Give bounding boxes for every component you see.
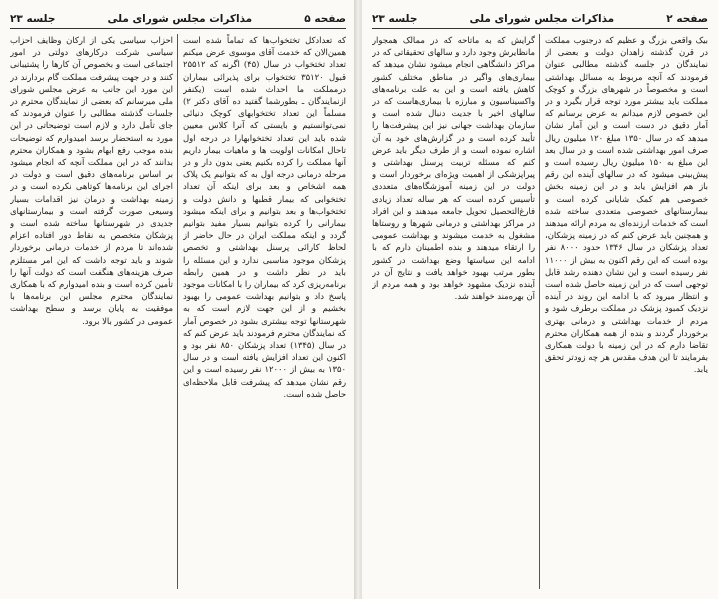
left-page-left-column-text: احزاب سیاسی یکی از ارکان وظایف احزاب سیاسی شرکت درکارهای دولتی در امور اجتماعی است و بخصوص آن کارها را پشتیبانی کنند و در جهت پیشرفت مملکت گام بردارند در این مورد این جانب به عرض مجلس شورای ملی میرسانم که بعضی از نمایندگان محترم در جلسات گذشته مطالبی را عنوان فرمودند که جای تأمل دارد و لازم است توضیحاتی در این مورد به استحضار برسد امیدوارم که توضیحات بنده موجب رفع ابهام بشود و همکاران محترم بدانند که در این مملکت آنچه که انجام میشود بر اساس برنامه‌های دقیق است و دولت در اجرای این برنامه‌ها کوتاهی نکرده است و در زمینه بهداشت و درمان نیز اقدامات بسیار وسیعی صورت گرفته است و بیمارستانهای جدیدی در شهرستانها ساخته شده است و پزشکان متخصص به نقاط دور افتاده اعزام شده‌اند تا مردم از خدمات درمانی برخوردار شوند و باید توجه داشت که این امر مستلزم صرف هزینه‌های هنگفت است که دولت آنها را تأمین کرده است و بنده امیدوارم که با همکاری نمایندگان محترم مجلس این برنامه‌ها با موفقیت به پایان برسد و سطح بهداشت عمومی در کشور بالا برود. <box>10 35 173 326</box>
left-page-right-column <box>183 34 346 589</box>
left-page-header <box>10 10 346 29</box>
right-page-column-divider <box>539 34 540 589</box>
left-page <box>0 0 356 599</box>
right-page-title: مذاکرات مجلس شورای ملی <box>469 13 615 25</box>
left-page-title: مذاکرات مجلس شورای ملی <box>107 13 253 25</box>
left-page-column-divider <box>177 34 178 589</box>
left-page-label: صفحه ۵ <box>304 13 346 25</box>
right-page-right-column-text: بیک واقعی بزرگ و عظیم که درجنوب مملکت در قرن گذشته زاهدان دولت و بعضی از نمایندگان در جلسه گذشته مطالبی عنوان فرمودند که آنچه مربوط به مسائل بهداشتی است و مخصوصاً در شهرهای بزرگ و کوچک مملکت باید بیشتر مورد توجه قرار بگیرد و در این خصوص لازم میدانم به عرض برسانم که آمار دقیق در دست است و این آمار نشان میدهد که در سال ۱۳۵۰ مبلغ ۱۲۰ میلیون ریال صرف امور بهداشتی شده است و در سال بعد این مبلغ به ۱۵۰ میلیون ریال رسیده است و پیش‌بینی میشود که در سالهای آینده این رقم باز هم افزایش یابد و در این زمینه بخش خصوصی هم کمک شایانی کرده است و بیمارستانهای خصوصی متعددی ساخته شده است که خدمات ارزنده‌ای به مردم ارائه میدهند و همچنین باید عرض کنم که در زمینه پزشکان، تعداد پزشکان در سال ۱۳۴۶ حدود ۸۰۰۰ نفر بوده است که این رقم اکنون به بیش از ۱۱۰۰۰ نفر رسیده است و این نشان دهنده رشد قابل توجهی است که در این زمینه حاصل شده است و انتظار میرود که با ادامه این روند در آینده نزدیک کمبود پزشک در مملکت برطرف شود و مردم از خدمات بهداشتی و درمانی بهتری برخوردار گردند و بنده از همه همکاران محترم تقاضا دارم که در این زمینه با دولت همکاری بفرمایند تا این هدف مقدس هر چه زودتر تحقق یابد. <box>545 35 708 375</box>
right-page <box>362 0 718 599</box>
right-page-right-column <box>545 34 708 589</box>
right-page-left-column <box>372 34 535 589</box>
left-page-session: جلسه ۲۳ <box>10 13 56 25</box>
left-page-left-column <box>10 34 173 589</box>
right-page-session: جلسه ۲۳ <box>372 13 418 25</box>
right-page-header <box>372 10 708 29</box>
left-page-right-column-text: که تعدادکل تختخواب‌ها که تماماً شده است همین‌الان که خدمت آقای موسوی عرض میکنم تعداد تختخواب در سال (۴۵) اگرنه که ۲۵۵۱۲ قبول ۳۵۱۲۰ تختخواب برای پذیرائی بیماران درمملکت ما احداث شده است (یکنفر ازنمایندگان ـ بطورشما گفتید ده آقای دکتر ۲) مسلماً این تعداد تختخوابهای کوچک دنیائی نمی‌توانستیم و بایستی که آنرا کلاس معیین شده باید این تعداد تختخوابهارا در درجه اول تاحال امکانات اولویت ها و ماهیات بیمار داریم آنها مملکت را کرده بکنیم یعنی بدون دار و در مرحله درمانی درجه اول به که بتوانیم یک پلاک همه اشخاص و بعد برای اینکه آن تعداد تختخوابی که بیمار قطبها و دانش دولت و تختخواب‌ها و بعد بتوانیم و برای اینکه میشود بیمارانی را کرده بتوانیم بسیار مفید بتوانیم گردد و اینکه مملکت ایران در حال حاضر از لحاظ کارائی پرسنل بهداشتی و تخصص پزشکان موجود مناسبی ندارد و این مسئله را باید در نظر داشت و در همین رابطه برنامه‌ریزی کرد که بیماران را با امکانات موجود پاسخ داد و بتوانیم بهداشت عمومی را بهبود بخشیم و از این جهت لازم است که به شهرستانها توجه بیشتری بشود در خصوص آمار که نمایندگان محترم فرمودند باید عرض کنم که در سال (۱۳۴۵) تعداد پزشکان ۸۵۰ نفر بود و اکنون این تعداد افزایش یافته است و در سال ۱۳۵۰ به بیش از ۱۲۰۰۰ نفر رسیده است و این رقم نشان میدهد که پیشرفت قابل ملاحظه‌ای حاصل شده است. <box>183 35 346 399</box>
right-page-left-column-text: گرایش که به ماتاحه که در ممالک همجوار مانظایرش وجود دارد و سالهای تحقیقاتی که در مراکز دانشگاهی انجام میشود نشان میدهد که بیماری‌های واگیر در مناطق مختلف کشور کاهش یافته است و این به علت برنامه‌های واکسیناسیون و مبارزه با بیماری‌هاست که در سالهای اخیر با جدیت دنبال شده است و سازمان بهداشت جهانی نیز این پیشرفت‌ها را تأیید کرده است و در گزارش‌های خود به آن اشاره نموده است و از طرف دیگر باید عرض کنم که مسئله تربیت پرسنل بهداشتی و پیراپزشکی از اهمیت ویژه‌ای برخوردار است و دولت در این زمینه آموزشگاه‌های متعددی تأسیس کرده است که هر ساله تعداد زیادی فارغ‌التحصیل تحویل جامعه میدهند و این افراد در مراکز بهداشتی و درمانی شهرها و روستاها مشغول به خدمت میشوند و بهداشت عمومی را ارتقاء میدهند و بنده اطمینان دارم که با ادامه این سیاستها وضع بهداشت در کشور بطور مرتب بهبود خواهد یافت و نتایج آن در آینده نزدیک مشهود خواهد بود و همه مردم از آن بهره‌مند خواهند شد. <box>372 35 535 302</box>
right-page-label: صفحه ۲ <box>666 13 708 25</box>
